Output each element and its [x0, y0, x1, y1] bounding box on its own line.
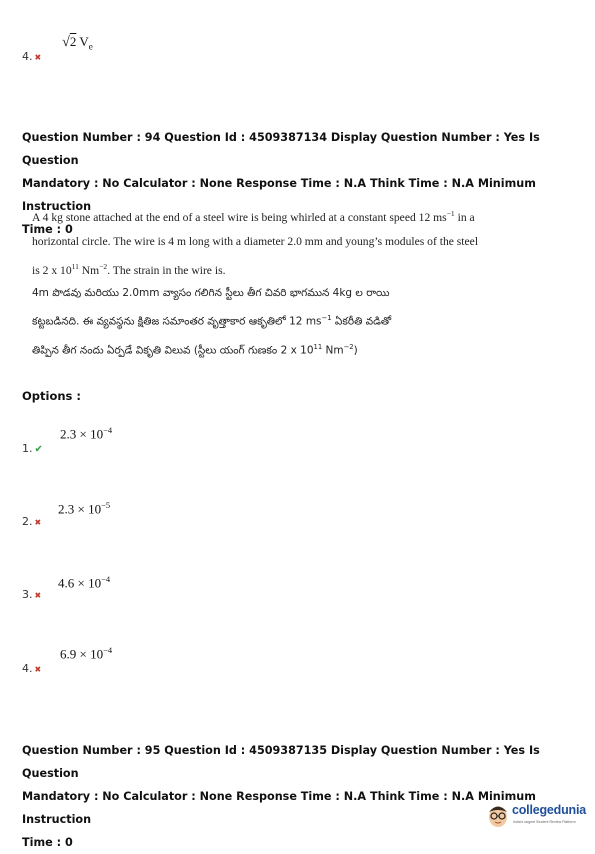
q95-meta-line-1: Question Number : 95 Question Id : 4509387135 Display Question Number : Yes Is Question [22, 744, 540, 780]
brand-tagline: India's largest Student Review Platform [513, 820, 576, 824]
cross-icon: ✖ [34, 591, 42, 600]
option-2-value: $2.3 \times 10^{-5}$ [58, 500, 111, 517]
prev-option-4-value: √2 $V_e$ [62, 34, 93, 52]
q94-question-english [32, 202, 572, 283]
option-3 [22, 588, 41, 601]
options-label: Options : [22, 389, 81, 403]
option-1-value: $2.3 \times 10^{-4}$ [60, 425, 113, 442]
mascot-icon [487, 802, 509, 828]
q94-en-line-1: A 4 kg stone attached at the end of a steel wire is being whirled at a constant speed 12 $ms^{-1}$ in a [32, 209, 475, 224]
check-icon: ✔ [34, 444, 43, 455]
option-1 [22, 442, 43, 455]
q94-en-line-3: is 2 x $10^{11}$ $Nm^{-2}$. The strain in the wire is. [32, 261, 226, 277]
cross-icon: ✖ [34, 665, 42, 674]
q94-question-telugu [32, 281, 577, 363]
option-number: 3. [22, 588, 33, 601]
option-4 [22, 662, 41, 675]
collegedunia-logo [487, 800, 591, 832]
q94-te-line-1: 4m పొడవు మరియు 2.0mm వ్యాసం గలిగిన స్టీలు తీగ చివరి భాగమున 4kg ల రాయి [32, 287, 390, 299]
prev-option-4 [22, 50, 41, 63]
q94-meta-line-2: Mandatory : No Calculator : None Response Time : N.A Think Time : N.A Minimum Instruction [22, 177, 536, 213]
q95-meta [22, 739, 587, 854]
q95-meta-line-2: Mandatory : No Calculator : None Response Time : N.A Think Time : N.A Minimum Instruction [22, 790, 536, 826]
option-number: 1. [22, 442, 33, 455]
option-number: 2. [22, 515, 33, 528]
option-number: 4. [22, 50, 33, 63]
q95-meta-line-3: Time : 0 [22, 836, 73, 849]
q94-meta-line-3: Time : 0 [22, 223, 73, 236]
cross-icon: ✖ [34, 53, 42, 62]
q94-meta-line-1: Question Number : 94 Question Id : 4509387134 Display Question Number : Yes Is Question [22, 131, 540, 167]
option-4-value: $6.9 \times 10^{-4}$ [60, 645, 113, 662]
option-number: 4. [22, 662, 33, 675]
brand-name: collegedunia [512, 803, 587, 817]
option-2 [22, 515, 41, 528]
cross-icon: ✖ [34, 518, 42, 527]
q94-te-line-2: కట్టబడినది. ఈ వ్యవస్థను క్షితిజ సమాంతర వృత్తాకార ఆకృతిలో 12 $ms^{-1}$ ఏకరీతి వడితో [32, 314, 392, 328]
option-3-value: $4.6 \times 10^{-4}$ [58, 574, 111, 591]
q94-en-line-2: horizontal circle. The wire is 4 m long with a diameter 2.0 mm and young’s modules of the steel [32, 235, 479, 249]
q94-te-line-3: తిప్పిన తీగ నందు ఏర్పడే వికృతి విలువ (స్టీలు యంగ్ గుణకం 2 x $10^{11}$ $Nm^{-2}$) [32, 342, 358, 356]
